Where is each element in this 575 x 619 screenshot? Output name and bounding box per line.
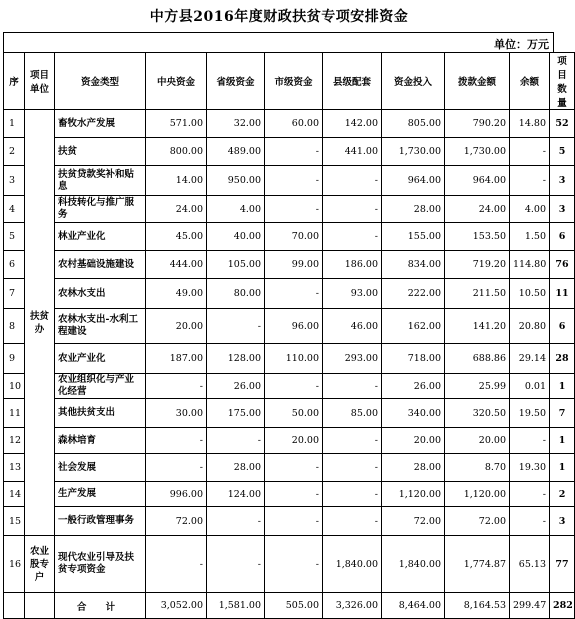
county-cell: 142.00 [323,110,382,138]
city-cell: - [265,507,323,536]
input-cell: 805.00 [382,110,445,138]
input-cell: 1,120.00 [382,482,445,507]
count-cell: 11 [550,279,575,309]
input-cell: 834.00 [382,251,445,279]
table-row [4,428,575,454]
fund-type-cell: 扶贫 [55,138,146,166]
header-cell-count: 项目数量 [550,53,575,110]
balance-cell: 14.80 [510,110,550,138]
input-cell: 20.00 [382,428,445,454]
count-cell: 77 [550,536,575,593]
total-balance-cell: 299.47 [510,593,550,619]
central-cell: 187.00 [146,344,207,374]
city-cell: 70.00 [265,223,323,251]
allocated-cell: 25.99 [445,374,510,399]
input-cell: 222.00 [382,279,445,309]
header-cell-unit: 项目单位 [25,53,55,110]
county-cell: 293.00 [323,344,382,374]
balance-cell: 20.80 [510,309,550,344]
input-cell: 964.00 [382,166,445,196]
row-index: 14 [4,482,25,507]
header-cell-central: 中央资金 [146,53,207,110]
count-cell: 1 [550,374,575,399]
input-cell: 718.00 [382,344,445,374]
row-index: 1 [4,110,25,138]
provincial-cell: 950.00 [207,166,265,196]
table-row [4,454,575,482]
count-cell: 6 [550,309,575,344]
county-cell: - [323,507,382,536]
city-cell: 50.00 [265,399,323,428]
table-row [4,536,575,593]
central-cell: - [146,374,207,399]
total-empty-cell [4,593,25,619]
row-index: 10 [4,374,25,399]
unit-label: 单位：万元 [494,38,549,51]
city-cell: - [265,482,323,507]
balance-cell: 10.50 [510,279,550,309]
input-cell: 28.00 [382,454,445,482]
table-row [4,279,575,309]
table-row [4,223,575,251]
table-row [4,138,575,166]
central-cell: 996.00 [146,482,207,507]
header-cell-balance: 余额 [510,53,550,110]
city-cell: - [265,196,323,223]
page-title: 中方县2016年度财政扶贫专项安排资金 [149,9,409,25]
total-row [4,593,575,619]
fund-type-cell: 一般行政管理事务 [55,507,146,536]
count-cell: 76 [550,251,575,279]
allocated-cell: 688.86 [445,344,510,374]
fund-type-cell: 畜牧水产发展 [55,110,146,138]
allocated-cell: 72.00 [445,507,510,536]
row-index: 11 [4,399,25,428]
fund-type-cell: 林业产业化 [55,223,146,251]
fund-type-cell: 其他扶贫支出 [55,399,146,428]
central-cell: 30.00 [146,399,207,428]
row-index: 13 [4,454,25,482]
allocated-cell: 141.20 [445,309,510,344]
city-cell: - [265,279,323,309]
count-cell: 6 [550,223,575,251]
provincial-cell: 124.00 [207,482,265,507]
provincial-cell: 32.00 [207,110,265,138]
county-cell: - [323,196,382,223]
balance-cell: 1.50 [510,223,550,251]
balance-cell: - [510,138,550,166]
count-cell: 5 [550,138,575,166]
provincial-cell: 175.00 [207,399,265,428]
input-cell: 340.00 [382,399,445,428]
county-cell: 46.00 [323,309,382,344]
input-cell: 26.00 [382,374,445,399]
count-cell: 1 [550,428,575,454]
allocated-cell: 1,730.00 [445,138,510,166]
count-cell: 28 [550,344,575,374]
table-row [4,344,575,374]
row-index: 9 [4,344,25,374]
row-index: 16 [4,536,25,593]
fund-type-cell: 社会发展 [55,454,146,482]
unit-group-cell: 扶贫办 [25,110,55,536]
provincial-cell: - [207,536,265,593]
balance-cell: 4.00 [510,196,550,223]
central-cell: - [146,428,207,454]
table-row [4,374,575,399]
row-index: 2 [4,138,25,166]
provincial-cell: 26.00 [207,374,265,399]
central-cell: 45.00 [146,223,207,251]
header-cell-provincial: 省级资金 [207,53,265,110]
table-row [4,309,575,344]
count-cell: 52 [550,110,575,138]
table-row [4,166,575,196]
total-city-cell: 505.00 [265,593,323,619]
table-row [4,196,575,223]
city-cell: 20.00 [265,428,323,454]
balance-cell: 65.13 [510,536,550,593]
input-cell: 28.00 [382,196,445,223]
county-cell: - [323,428,382,454]
input-cell: 72.00 [382,507,445,536]
county-cell: 441.00 [323,138,382,166]
row-index: 7 [4,279,25,309]
fund-type-cell: 科技转化与推广服务 [55,196,146,223]
total-county-cell: 3,326.00 [323,593,382,619]
total-input-cell: 8,464.00 [382,593,445,619]
table-row [4,399,575,428]
city-cell: 99.00 [265,251,323,279]
table-body [4,110,575,619]
count-cell: 2 [550,482,575,507]
header-cell-index: 序 [4,53,25,110]
fund-type-cell: 农村基础设施建设 [55,251,146,279]
city-cell: - [265,138,323,166]
county-cell: - [323,482,382,507]
total-label: 合 计 [55,593,146,619]
allocated-cell: 719.20 [445,251,510,279]
fund-type-cell: 农林水支出 [55,279,146,309]
header-cell-type: 资金类型 [55,53,146,110]
provincial-cell: - [207,507,265,536]
central-cell: 72.00 [146,507,207,536]
central-cell: 24.00 [146,196,207,223]
fund-type-cell: 农业产业化 [55,344,146,374]
provincial-cell: - [207,428,265,454]
unit-row [3,32,554,52]
row-index: 5 [4,223,25,251]
county-cell: - [323,374,382,399]
balance-cell: 19.30 [510,454,550,482]
county-cell: - [323,223,382,251]
provincial-cell: - [207,309,265,344]
balance-cell: - [510,482,550,507]
unit-group-cell: 农业股专户 [25,536,55,593]
total-central-cell: 3,052.00 [146,593,207,619]
count-cell: 1 [550,454,575,482]
city-cell: - [265,166,323,196]
count-cell: 3 [550,507,575,536]
city-cell: - [265,374,323,399]
allocated-cell: 1,774.87 [445,536,510,593]
header-cell-allocated: 拨款金额 [445,53,510,110]
city-cell: 96.00 [265,309,323,344]
header-row [4,53,575,110]
table-row [4,110,575,138]
input-cell: 162.00 [382,309,445,344]
county-cell: 93.00 [323,279,382,309]
row-index: 15 [4,507,25,536]
table-row [4,251,575,279]
provincial-cell: 80.00 [207,279,265,309]
total-allocated-cell: 8,164.53 [445,593,510,619]
central-cell: - [146,454,207,482]
central-cell: 49.00 [146,279,207,309]
county-cell: 85.00 [323,399,382,428]
header-cell-county: 县级配套 [323,53,382,110]
allocated-cell: 790.20 [445,110,510,138]
allocated-cell: 320.50 [445,399,510,428]
allocated-cell: 20.00 [445,428,510,454]
table-row [4,482,575,507]
funding-table [3,52,575,619]
allocated-cell: 1,120.00 [445,482,510,507]
provincial-cell: 105.00 [207,251,265,279]
allocated-cell: 964.00 [445,166,510,196]
city-cell: 60.00 [265,110,323,138]
allocated-cell: 24.00 [445,196,510,223]
row-index: 4 [4,196,25,223]
row-index: 6 [4,251,25,279]
balance-cell: - [510,507,550,536]
balance-cell: 19.50 [510,399,550,428]
allocated-cell: 8.70 [445,454,510,482]
county-cell: 1,840.00 [323,536,382,593]
total-count-cell: 282 [550,593,575,619]
balance-cell: 114.80 [510,251,550,279]
fund-type-cell: 生产发展 [55,482,146,507]
central-cell: 800.00 [146,138,207,166]
count-cell: 7 [550,399,575,428]
fund-type-cell: 扶贫贷款奖补和贴息 [55,166,146,196]
county-cell: - [323,454,382,482]
row-index: 12 [4,428,25,454]
central-cell: 20.00 [146,309,207,344]
balance-cell: - [510,166,550,196]
count-cell: 3 [550,196,575,223]
balance-cell: - [510,428,550,454]
fund-type-cell: 农林水支出-水利工程建设 [55,309,146,344]
central-cell: - [146,536,207,593]
table-row [4,507,575,536]
provincial-cell: 128.00 [207,344,265,374]
fund-type-cell: 农业组织化与产业化经营 [55,374,146,399]
county-cell: - [323,166,382,196]
total-empty-cell [25,593,55,619]
central-cell: 571.00 [146,110,207,138]
input-cell: 1,730.00 [382,138,445,166]
city-cell: - [265,536,323,593]
provincial-cell: 40.00 [207,223,265,251]
input-cell: 155.00 [382,223,445,251]
central-cell: 14.00 [146,166,207,196]
balance-cell: 0.01 [510,374,550,399]
county-cell: 186.00 [323,251,382,279]
header-cell-city: 市级资金 [265,53,323,110]
city-cell: 110.00 [265,344,323,374]
row-index: 3 [4,166,25,196]
provincial-cell: 489.00 [207,138,265,166]
fund-type-cell: 森林培育 [55,428,146,454]
city-cell: - [265,454,323,482]
allocated-cell: 153.50 [445,223,510,251]
central-cell: 444.00 [146,251,207,279]
row-index: 8 [4,309,25,344]
provincial-cell: 4.00 [207,196,265,223]
fund-type-cell: 现代农业引导及扶贫专项资金 [55,536,146,593]
header-cell-input: 资金投入 [382,53,445,110]
balance-cell: 29.14 [510,344,550,374]
input-cell: 1,840.00 [382,536,445,593]
total-provincial-cell: 1,581.00 [207,593,265,619]
provincial-cell: 28.00 [207,454,265,482]
allocated-cell: 211.50 [445,279,510,309]
count-cell: 3 [550,166,575,196]
